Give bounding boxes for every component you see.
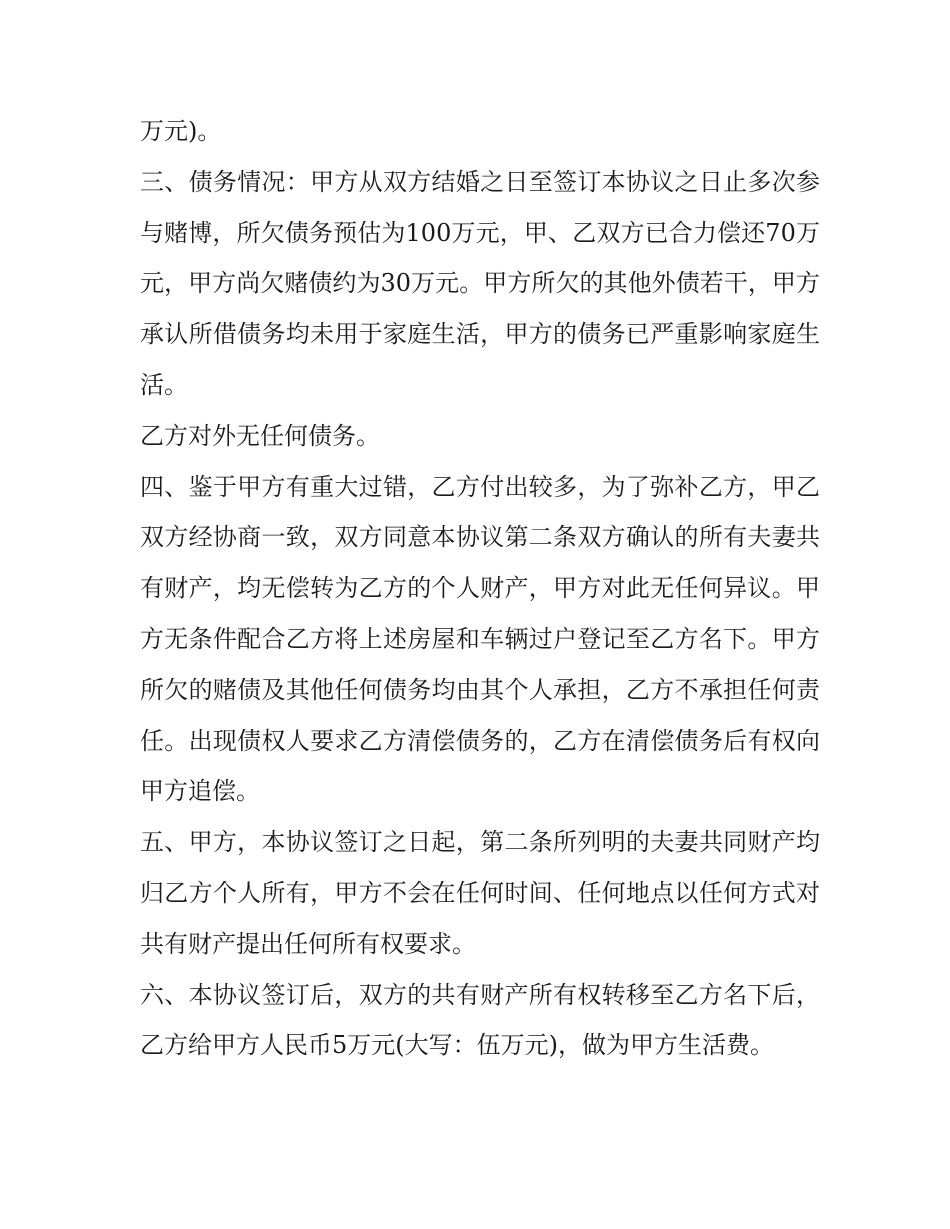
paragraph-article-3-debts: 三、债务情况：甲方从双方结婚之日至签订本协议之日止多次参与赌博，所欠债务预估为100万元，甲、乙双方已合力偿还70万元，甲方尚欠赌债约为30万元。甲方所欠的其他外债若干，甲方承认所借债务均未用于家庭生活，甲方的债务已严重影响家庭生活。 <box>140 167 820 399</box>
paragraph-party-b-no-debt: 乙方对外无任何债务。 <box>140 421 380 450</box>
paragraph-article-5-ownership: 五、甲方，本协议签订之日起，第二条所列明的夫妻共同财产均归乙方个人所有，甲方不会在任何时间、任何地点以任何方式对共有财产提出任何所有权要求。 <box>140 828 820 958</box>
paragraph-article-6-living-expenses: 六、本协议签订后，双方的共有财产所有权转移至乙方名下后，乙方给甲方人民币5万元(大写：伍万元)，做为甲方生活费。 <box>140 980 820 1060</box>
paragraph-article-4-transfer: 四、鉴于甲方有重大过错，乙方付出较多，为了弥补乙方，甲乙双方经协商一致，双方同意本协议第二条双方确认的所有夫妻共有财产，均无偿转为乙方的个人财产，甲方对此无任何异议。甲方无条件配合乙方将上述房屋和车辆过户登记至乙方名下。甲方所欠的赌债及其他任何债务均由其个人承担，乙方不承担任何责任。出现债权人要求乙方清偿债务的，乙方在清偿债务后有权向甲方追偿。 <box>140 472 820 806</box>
paragraph-amount-continuation: 万元)。 <box>140 117 222 145</box>
document-body <box>140 106 820 1071</box>
